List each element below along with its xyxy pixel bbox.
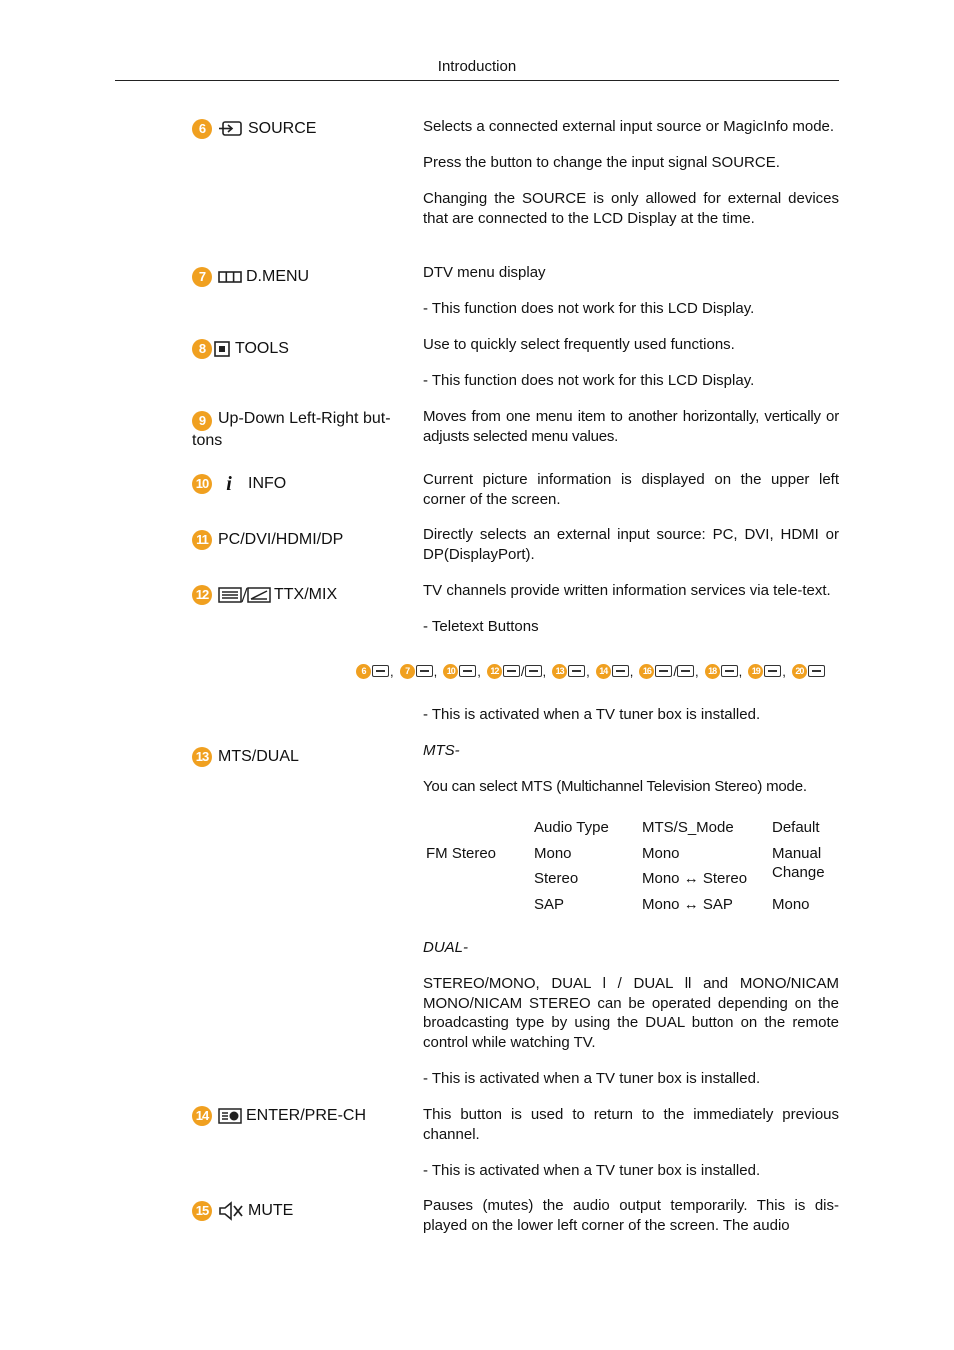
number-badge-13: 13 <box>192 747 212 767</box>
mute-desc-1: Pauses (mutes) the audio output temporarily. This is dis-played on the lower left corner of the screen. The audio <box>423 1197 839 1234</box>
table-header-cell <box>423 818 531 844</box>
arrow-buttons-label <box>192 409 397 450</box>
source-description <box>423 117 839 228</box>
table-cell: Mono <box>772 895 810 913</box>
dmenu-description <box>423 263 839 319</box>
info-label <box>192 474 402 494</box>
tools-label <box>192 339 402 359</box>
source-desc-1: Selects a connected external input source or MagicInfo mode. <box>423 118 835 135</box>
info-description <box>423 470 839 509</box>
enter-prech-desc-1: This button is used to return to the immediately previous channel. <box>423 1106 839 1143</box>
desc-hdmi: HDMI <box>780 526 819 543</box>
table-row <box>423 844 839 870</box>
table-header-row <box>423 818 839 844</box>
pc-dvi-hdmi-dp-text: PC/DVI/HDMI/DP <box>218 531 344 548</box>
ttx-note: - This is activated when a TV tuner box is installed. <box>423 706 761 723</box>
number-badge: 6 <box>356 664 371 679</box>
number-badge-12: 12 <box>192 585 212 605</box>
source-label <box>192 119 402 139</box>
teletext-button-icon <box>677 665 694 677</box>
teletext-button-icon <box>525 665 542 677</box>
enter-prech-label <box>192 1106 402 1126</box>
dmenu-icon <box>218 270 242 284</box>
desc-sep: or <box>818 526 839 543</box>
pc-dvi-hdmi-dp-label <box>192 530 402 550</box>
teletext-button-item: 16 / , <box>639 664 698 679</box>
info-icon: i <box>226 473 232 495</box>
teletext-button-item: 10 , <box>443 664 481 679</box>
info-text: INFO <box>248 475 287 492</box>
mute-text: MUTE <box>248 1202 294 1219</box>
mts-description <box>423 741 839 797</box>
ttx-mix-desc-1: TV channels provide written information services via tele-text. <box>423 582 831 599</box>
table-cell: Stereo <box>534 870 579 887</box>
mts-table <box>423 818 839 920</box>
dual-description <box>423 938 839 1088</box>
teletext-button-item <box>792 664 826 679</box>
number-badge-11: 11 <box>192 530 212 550</box>
table-cell: Mono ↔ SAP <box>642 895 733 913</box>
desc-paren: ( <box>443 545 449 563</box>
teletext-button-icon <box>612 665 629 677</box>
teletext-button-icon <box>503 665 520 677</box>
tools-description <box>423 335 839 391</box>
teletext-button-item: 18 , <box>705 664 743 679</box>
number-badge: 20 <box>792 664 807 679</box>
dmenu-desc-2: - This function does not work for this LCD Display. <box>423 300 755 317</box>
number-badge: 10 <box>443 664 458 679</box>
source-text: SOURCE <box>248 120 317 137</box>
table-cell: Manual Change <box>772 844 825 881</box>
teletext-button-icon <box>721 665 738 677</box>
page-title: Introduction <box>437 58 517 75</box>
desc-sep: , <box>733 526 745 543</box>
dmenu-text: D.MENU <box>246 268 310 285</box>
number-badge: 16 <box>639 664 654 679</box>
desc-pc: PC <box>712 526 734 543</box>
table-header-cell: Audio Type <box>534 819 609 836</box>
source-icon <box>218 120 244 138</box>
table-cell: SAP <box>534 895 565 913</box>
pc-dvi-hdmi-dp-description <box>423 525 839 564</box>
ttx-mix-description <box>423 581 839 637</box>
ttx-mix-icon <box>218 586 272 604</box>
tools-desc-2: - This function does not work for this LCD Display. <box>423 372 755 389</box>
desc-displayport: DisplayPort <box>448 545 526 563</box>
teletext-button-icon <box>655 665 672 677</box>
tools-text: TOOLS <box>235 340 289 357</box>
teletext-button-item: 6 , <box>356 664 394 679</box>
mts-heading: MTS- <box>423 742 460 759</box>
number-badge: 7 <box>400 664 415 679</box>
dmenu-label <box>192 267 402 287</box>
dual-text: STEREO/MONO, DUAL l / DUAL ll and MONO/NICAM MONO/NICAM STEREO can be operated depending on the broadcasting type by using the DUAL button on the remote control while watching TV. <box>423 975 839 1051</box>
arrow-buttons-text-line1: Up-Down Left-Right but- <box>218 410 391 427</box>
mute-label <box>192 1200 402 1222</box>
teletext-button-item: 19 , <box>748 664 786 679</box>
enter-prech-desc-2: - This is activated when a TV tuner box is installed. <box>423 1161 761 1179</box>
number-badge-9: 9 <box>192 411 212 431</box>
teletext-button-item: 13 , <box>552 664 590 679</box>
mts-dual-label <box>192 747 402 767</box>
source-desc-3: Changing the SOURCE is only allowed for external devices that are connected to the LCD Display at the time. <box>423 190 839 227</box>
desc-dp: DP <box>423 545 444 563</box>
number-badge-8: 8 <box>192 339 212 359</box>
ttx-mix-desc-2: - Teletext Buttons <box>423 618 539 635</box>
table-header-cell: MTS/S_Mode <box>642 819 734 836</box>
desc-dvi: DVI <box>744 526 770 543</box>
teletext-button-item: 7 , <box>400 664 438 679</box>
desc-paren: ). <box>525 545 535 563</box>
number-badge: 12 <box>487 664 502 679</box>
number-badge-6: 6 <box>192 119 212 139</box>
ttx-mix-label <box>192 585 402 605</box>
number-badge-10: 10 <box>192 474 212 494</box>
enter-prech-description <box>423 1105 839 1180</box>
teletext-button-icon <box>459 665 476 677</box>
tools-desc-1: Use to quickly select frequently used functions. <box>423 336 735 353</box>
page-header <box>115 58 839 81</box>
number-badge: 14 <box>596 664 611 679</box>
arrow-buttons-text-line2: tons <box>192 431 223 449</box>
teletext-button-icon <box>568 665 585 677</box>
source-desc-2: Press the button to change the input signal SOURCE. <box>423 154 780 171</box>
number-badge-7: 7 <box>192 267 212 287</box>
dual-heading: DUAL- <box>423 939 469 956</box>
mute-icon <box>218 1200 244 1222</box>
dmenu-desc-1: DTV menu display <box>423 264 546 281</box>
ttx-mix-text: TTX/MIX <box>274 586 338 603</box>
info-desc-1: Current picture information is displayed on the upper left corner of the screen. <box>423 471 839 508</box>
number-badge-14: 14 <box>192 1106 212 1126</box>
teletext-button-icon <box>372 665 389 677</box>
desc-prefix: Directly selects an external input source: <box>423 526 713 543</box>
number-badge-15: 15 <box>192 1201 212 1221</box>
mts-dual-text: MTS/DUAL <box>218 748 299 765</box>
pc-dvi-hdmi-dp-desc <box>423 525 839 564</box>
table-cell: Mono <box>534 844 572 862</box>
desc-sep: , <box>769 526 781 543</box>
tools-icon <box>213 340 231 358</box>
table-cell: Mono ↔ Stereo <box>642 870 748 887</box>
table-cell-group: FM Stereo <box>426 844 497 862</box>
teletext-buttons-row <box>356 662 836 680</box>
table-cell: Mono <box>642 844 680 862</box>
dual-note: - This is activated when a TV tuner box is installed. <box>423 1069 761 1087</box>
teletext-button-icon <box>416 665 433 677</box>
teletext-button-icon <box>764 665 781 677</box>
teletext-button-item: 12 / , <box>487 664 546 679</box>
teletext-button-icon <box>808 665 825 677</box>
mts-text: You can select MTS (Multichannel Television Stereo) mode. <box>423 778 807 795</box>
enter-prech-icon <box>218 1108 242 1124</box>
table-header-cell: Default <box>772 819 820 836</box>
number-badge: 19 <box>748 664 763 679</box>
number-badge: 18 <box>705 664 720 679</box>
arrow-buttons-desc-1: Moves from one menu item to another horizontally, vertically or adjusts selected menu values. <box>423 408 839 445</box>
number-badge: 13 <box>552 664 567 679</box>
arrow-buttons-description <box>423 407 839 446</box>
teletext-button-item: 14 , <box>596 664 634 679</box>
enter-prech-text: ENTER/PRE-CH <box>246 1107 367 1124</box>
mute-description <box>423 1196 839 1235</box>
